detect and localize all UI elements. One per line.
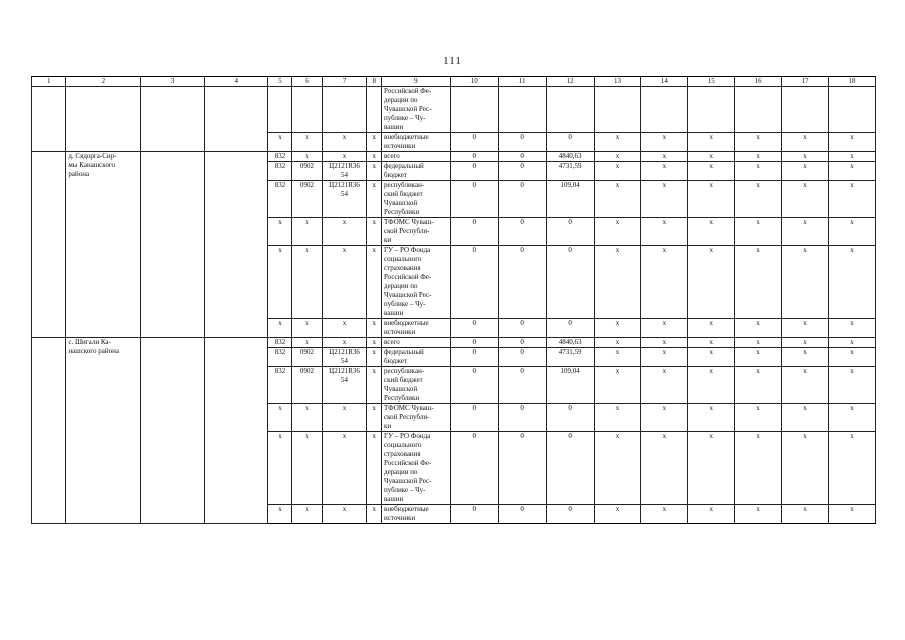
table-cell: x <box>292 338 322 348</box>
table-cell: x <box>322 404 367 432</box>
column-header: 11 <box>498 77 546 87</box>
column-header: 15 <box>688 77 735 87</box>
table-cell: x <box>735 319 782 338</box>
table-cell: x <box>828 133 875 152</box>
table-cell: x <box>641 246 688 319</box>
column-header: 13 <box>594 77 641 87</box>
table-cell: x <box>641 152 688 162</box>
table-cell <box>367 87 382 133</box>
table-cell: 0 <box>450 162 498 181</box>
table-cell: 0 <box>498 152 546 162</box>
table-cell: x <box>735 133 782 152</box>
table-cell: 0 <box>546 246 594 319</box>
table-cell: x <box>268 404 292 432</box>
table-cell <box>782 87 829 133</box>
column-header: 2 <box>66 77 141 87</box>
table-cell: x <box>292 218 322 246</box>
settlement-name: д. Сядорга-Сир- мы Канашского района <box>66 152 141 338</box>
empty-cell <box>32 338 66 524</box>
table-cell: x <box>735 152 782 162</box>
table-cell: x <box>735 338 782 348</box>
empty-cell <box>141 87 205 152</box>
table-cell: x <box>268 246 292 319</box>
table-cell: x <box>367 404 382 432</box>
table-cell: x <box>367 505 382 524</box>
table-cell: x <box>735 505 782 524</box>
table-cell: x <box>688 152 735 162</box>
table-cell: x <box>367 218 382 246</box>
table-cell: x <box>828 404 875 432</box>
table-cell: x <box>641 432 688 505</box>
table-cell: 0 <box>498 218 546 246</box>
column-header: 1 <box>32 77 66 87</box>
column-header: 5 <box>268 77 292 87</box>
table-cell: 4731,59 <box>546 348 594 367</box>
table-cell: 0 <box>546 432 594 505</box>
table-cell: x <box>735 404 782 432</box>
funding-source: федеральный бюджет <box>382 348 451 367</box>
funding-source: внебюджетные источники <box>382 133 451 152</box>
table-cell: x <box>782 338 829 348</box>
budget-table <box>31 76 876 524</box>
column-header: 12 <box>546 77 594 87</box>
table-cell: x <box>828 162 875 181</box>
table-cell: x <box>828 338 875 348</box>
table-cell: x <box>367 319 382 338</box>
table-cell: 0 <box>498 181 546 218</box>
table-cell: x <box>292 432 322 505</box>
table-cell: x <box>322 246 367 319</box>
table-cell: x <box>322 432 367 505</box>
table-cell: x <box>322 218 367 246</box>
table-cell: x <box>735 246 782 319</box>
table-cell: Ц2121R36 54 <box>322 162 367 181</box>
table-cell: x <box>782 133 829 152</box>
table-cell: 0 <box>450 505 498 524</box>
table-cell: x <box>594 319 641 338</box>
table-cell: 0 <box>450 246 498 319</box>
table-cell: x <box>828 181 875 218</box>
funding-source: внебюджетные источники <box>382 505 451 524</box>
table-cell: x <box>641 162 688 181</box>
table-cell <box>546 87 594 133</box>
table-cell: 109,04 <box>546 367 594 404</box>
empty-cell <box>141 152 205 338</box>
table-cell: x <box>292 246 322 319</box>
table-cell: x <box>828 246 875 319</box>
table-cell: x <box>688 432 735 505</box>
table-cell <box>735 87 782 133</box>
table-cell: 0 <box>498 367 546 404</box>
table-cell: Ц2121R36 54 <box>322 181 367 218</box>
table-row <box>32 338 876 348</box>
table-cell: 0 <box>546 505 594 524</box>
table-cell: x <box>688 218 735 246</box>
table-cell: x <box>782 181 829 218</box>
table-cell: 0 <box>498 348 546 367</box>
table-cell <box>450 87 498 133</box>
table-cell: 0 <box>498 133 546 152</box>
table-cell: x <box>367 133 382 152</box>
table-body <box>32 77 876 524</box>
column-header: 16 <box>735 77 782 87</box>
table-cell: x <box>594 432 641 505</box>
table-cell: x <box>735 181 782 218</box>
table-cell: 0 <box>498 505 546 524</box>
table-cell: 0902 <box>292 348 322 367</box>
table-cell: x <box>688 181 735 218</box>
table-cell: x <box>594 162 641 181</box>
funding-source: всего <box>382 152 451 162</box>
header-row <box>32 77 876 87</box>
table-cell: x <box>782 246 829 319</box>
table-cell: 0 <box>546 218 594 246</box>
funding-source: федеральный бюджет <box>382 162 451 181</box>
table-cell: x <box>641 133 688 152</box>
table-cell: 0 <box>498 432 546 505</box>
table-row <box>32 87 876 133</box>
table-cell <box>828 87 875 133</box>
table-cell: x <box>594 505 641 524</box>
table-cell: 0 <box>450 319 498 338</box>
table-cell: x <box>688 505 735 524</box>
empty-cell <box>32 152 66 338</box>
table-cell: x <box>594 246 641 319</box>
table-cell: x <box>828 432 875 505</box>
table-cell: x <box>594 338 641 348</box>
column-header: 8 <box>367 77 382 87</box>
table-cell: x <box>735 367 782 404</box>
table-cell: 0 <box>450 367 498 404</box>
table-cell: x <box>782 152 829 162</box>
funding-source: республикан- ский бюджет Чувашской Республики <box>382 181 451 218</box>
table-cell: 832 <box>268 338 292 348</box>
table-cell <box>322 87 367 133</box>
table-cell: x <box>688 404 735 432</box>
table-cell: x <box>688 162 735 181</box>
table-cell <box>292 87 322 133</box>
table-cell: x <box>322 133 367 152</box>
table-cell: x <box>782 505 829 524</box>
empty-cell <box>141 338 205 524</box>
table-cell: x <box>268 505 292 524</box>
table-cell: 0 <box>546 133 594 152</box>
table-cell: 0902 <box>292 181 322 218</box>
column-header: 18 <box>828 77 875 87</box>
table-cell: x <box>782 432 829 505</box>
table-cell: x <box>322 152 367 162</box>
table-cell: x <box>828 218 875 246</box>
table-cell: x <box>292 152 322 162</box>
funding-source: Российской Фе- дерации по Чувашской Рес- публике – Чу- вашии <box>382 87 451 133</box>
table-cell: x <box>641 404 688 432</box>
funding-source: ТФОМС Чуваш- ской Республи- ки <box>382 404 451 432</box>
empty-cell <box>32 87 66 152</box>
table-cell: 0902 <box>292 367 322 404</box>
table-cell: x <box>367 367 382 404</box>
table-cell: x <box>688 133 735 152</box>
table-cell: x <box>828 152 875 162</box>
table-cell: x <box>367 348 382 367</box>
table-cell: x <box>641 367 688 404</box>
table-cell: x <box>782 404 829 432</box>
table-cell: x <box>268 218 292 246</box>
table-cell: x <box>594 348 641 367</box>
table-cell: x <box>688 348 735 367</box>
table-cell: 0 <box>450 432 498 505</box>
table-cell: x <box>828 367 875 404</box>
table-cell: x <box>322 505 367 524</box>
table-cell: x <box>367 162 382 181</box>
column-header: 9 <box>382 77 451 87</box>
funding-source: всего <box>382 338 451 348</box>
table-cell: x <box>735 432 782 505</box>
funding-source: ГУ – РО Фонда социального страхования Российской Фе- дерации по Чувашской Рес- публике – Чу- вашии <box>382 246 451 319</box>
funding-source: ГУ – РО Фонда социального страхования Российской Фе- дерации по Чувашской Рес- публике – Чу- вашии <box>382 432 451 505</box>
table-cell: 0 <box>450 181 498 218</box>
table-cell: x <box>688 319 735 338</box>
table-cell: x <box>641 319 688 338</box>
table-cell: 4840,63 <box>546 152 594 162</box>
table-cell: 4731,59 <box>546 162 594 181</box>
table-cell: x <box>292 133 322 152</box>
table-cell: x <box>322 338 367 348</box>
table-cell: x <box>292 404 322 432</box>
table-cell: 832 <box>268 152 292 162</box>
page-number: 111 <box>443 55 462 67</box>
table-cell: x <box>367 246 382 319</box>
table-cell: x <box>292 319 322 338</box>
table-cell: 4840,63 <box>546 338 594 348</box>
table-cell <box>268 87 292 133</box>
table-cell: x <box>641 181 688 218</box>
table-cell: x <box>735 218 782 246</box>
table-cell: 0 <box>498 246 546 319</box>
table-cell: 0 <box>498 404 546 432</box>
table-cell: Ц2121R36 54 <box>322 367 367 404</box>
table-cell: x <box>782 367 829 404</box>
table-cell: 0 <box>498 319 546 338</box>
table-cell: x <box>367 181 382 218</box>
table-cell: x <box>367 432 382 505</box>
column-header: 7 <box>322 77 367 87</box>
table-cell: x <box>594 181 641 218</box>
funding-source: ТФОМС Чуваш- ской Республи- ки <box>382 218 451 246</box>
table-cell: 832 <box>268 181 292 218</box>
table-cell: 832 <box>268 367 292 404</box>
table-cell: 832 <box>268 348 292 367</box>
column-header: 3 <box>141 77 205 87</box>
table-cell: x <box>828 319 875 338</box>
funding-source: внебюджетные источники <box>382 319 451 338</box>
table-cell: x <box>641 338 688 348</box>
table-cell: x <box>594 133 641 152</box>
column-header: 17 <box>782 77 829 87</box>
table-cell: x <box>367 152 382 162</box>
table-cell: 0902 <box>292 162 322 181</box>
table-cell: x <box>268 432 292 505</box>
column-header: 6 <box>292 77 322 87</box>
table-cell: x <box>828 505 875 524</box>
table-cell: 0 <box>498 162 546 181</box>
empty-cell <box>66 87 141 152</box>
table-cell: x <box>268 133 292 152</box>
table-cell <box>594 87 641 133</box>
column-header: 4 <box>204 77 268 87</box>
empty-cell <box>204 338 268 524</box>
table-cell: 0 <box>450 133 498 152</box>
table-cell: 0 <box>546 404 594 432</box>
table-cell: Ц2121R36 54 <box>322 348 367 367</box>
table-cell: 0 <box>450 218 498 246</box>
table-cell: 0 <box>450 338 498 348</box>
settlement-name: с. Шигали Ка- нашского района <box>66 338 141 524</box>
table-cell: x <box>782 319 829 338</box>
table-cell: x <box>268 319 292 338</box>
table-cell: x <box>641 505 688 524</box>
table-cell: x <box>594 404 641 432</box>
table-cell: x <box>782 162 829 181</box>
table-cell: x <box>688 338 735 348</box>
table-cell: x <box>292 505 322 524</box>
funding-source: республикан- ский бюджет Чувашской Республики <box>382 367 451 404</box>
table-cell: 0 <box>450 404 498 432</box>
column-header: 14 <box>641 77 688 87</box>
table-cell: x <box>594 367 641 404</box>
table-cell: x <box>735 348 782 367</box>
table-cell: x <box>641 218 688 246</box>
table-cell: x <box>322 319 367 338</box>
table-cell: x <box>367 338 382 348</box>
table-cell: x <box>782 348 829 367</box>
table-cell: x <box>688 246 735 319</box>
table-row <box>32 152 876 162</box>
table-cell: 0 <box>450 348 498 367</box>
table-cell: 0 <box>450 152 498 162</box>
table-cell: x <box>828 348 875 367</box>
table-cell: x <box>688 367 735 404</box>
table-cell <box>688 87 735 133</box>
table-cell: 832 <box>268 162 292 181</box>
table-cell <box>498 87 546 133</box>
column-header: 10 <box>450 77 498 87</box>
table-cell: x <box>735 162 782 181</box>
table-cell: 109,04 <box>546 181 594 218</box>
table-cell: x <box>641 348 688 367</box>
table-cell: 0 <box>546 319 594 338</box>
empty-cell <box>204 152 268 338</box>
empty-cell <box>204 87 268 152</box>
table-cell: x <box>782 218 829 246</box>
table-cell: 0 <box>498 338 546 348</box>
table-cell: x <box>594 152 641 162</box>
table-cell: x <box>594 218 641 246</box>
table-cell <box>641 87 688 133</box>
